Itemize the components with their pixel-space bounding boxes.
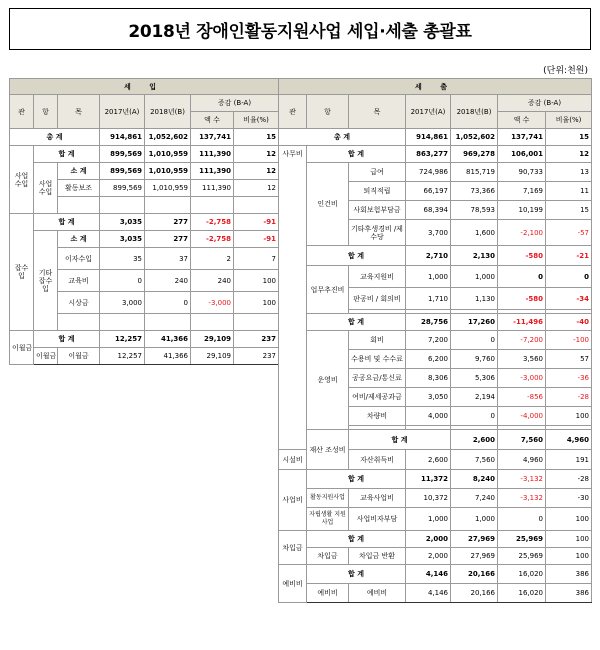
hang-cell: 기타잡수입: [34, 231, 58, 331]
table-row: 이월금 이월금 12,257 41,366 29,109 237: [10, 348, 279, 365]
hang-cell: 인건비: [307, 163, 349, 246]
gwan-cell: 잡수입: [10, 214, 34, 331]
income-section-header: 세 입: [10, 79, 279, 95]
col-change: 증감 (B-A): [498, 95, 592, 112]
col-ratio: 비율(%): [234, 112, 279, 129]
col-2018: 2018년(B): [145, 95, 191, 129]
table-row: 인건비 급여 724,986 815,719 90,733 13: [279, 163, 592, 182]
table-row: 사업수입 소 계 899,569 1,010,959 111,390 12: [10, 163, 279, 180]
table-row: 업무추진비 교육지원비 1,000 1,000 0 0: [279, 266, 592, 288]
col-mok: 목: [349, 95, 406, 129]
expense-section-header: 세 출: [279, 79, 592, 95]
table-row: 예비비 예비비 4,146 20,166 16,020 386: [279, 584, 592, 603]
table-row: 사업수입 합 계 899,569 1,010,959 111,390 12: [10, 146, 279, 163]
table-row: 사회보험부담금 68,394 78,593 10,199 15: [279, 201, 592, 220]
table-row: 시상금 3,000 0 -3,000 100: [10, 292, 279, 314]
col-gwan: 관: [10, 95, 34, 129]
col-hang: 항: [34, 95, 58, 129]
table-row: 차입금 합 계 2,000 27,969 25,969 100: [279, 531, 592, 548]
expense-table: [278, 78, 592, 603]
table-row: 기타잡수입 소 계 3,035 277 -2,758 -91: [10, 231, 279, 248]
table-row: 사업비 합 계 11,372 8,240 -3,132 -28: [279, 470, 592, 489]
gwan-cell: 사업비: [279, 470, 307, 531]
title-text: 2018년 장애인활동지원사업 세입·세출 총괄표: [128, 21, 472, 42]
gwan-cell: 사무비: [279, 146, 307, 450]
table-row: 차입금 차입금 반환 2,000 27,969 25,969 100: [279, 548, 592, 565]
table-row: 기타후생경비 /제수당 3,700 1,600 -2,100 -57: [279, 220, 592, 246]
expense-total-row: 총 계 914,861 1,052,602 137,741 15: [279, 129, 592, 146]
table-row: 차량비 4,000 0 -4,000 100: [279, 407, 592, 426]
table-row: 이자수입 35 37 2 7: [10, 248, 279, 270]
income-table: [9, 78, 279, 365]
col-amount: 액 수: [191, 112, 234, 129]
table-row: 활동지원사업 교육사업비 10,372 7,240 -3,132 -30: [279, 489, 592, 508]
table-row: 판공비 / 회의비 1,710 1,130 -580 -34: [279, 288, 592, 310]
gwan-cell: 차입금: [279, 531, 307, 565]
col-change: 증감 (B-A): [191, 95, 279, 112]
col-2017: 2017년(A): [100, 95, 145, 129]
col-amount: 액 수: [498, 112, 546, 129]
table-row: 잡수입 합 계 3,035 277 -2,758 -91: [10, 214, 279, 231]
hang-cell: 운영비: [307, 331, 349, 430]
table-row: 합 계 2,710 2,130 -580 -21: [279, 246, 592, 266]
gwan-cell: 사업수입: [10, 146, 34, 214]
hang-cell: 업무추진비: [307, 266, 349, 314]
col-gwan: 관: [279, 95, 307, 129]
table-row: 시설비 자산취득비 2,600 7,560 4,960 191: [279, 450, 592, 470]
table-row: 퇴직적립 66,197 73,366 7,169 11: [279, 182, 592, 201]
table-row: 재산 조성비 합 계 2,600 7,560 4,960: [279, 430, 592, 450]
table-row: 교육비 0 240 240 100: [10, 270, 279, 292]
gwan-cell: 이월금: [10, 331, 34, 365]
table-row: 자립생활 지원사업 사업비자부담 1,000 1,000 0 100: [279, 508, 592, 531]
table-row: 이월금 합 계 12,257 41,366 29,109 237: [10, 331, 279, 348]
document-title: [9, 8, 591, 50]
gwan-cell: 예비비: [279, 565, 307, 603]
table-row: 활동보조 899,569 1,010,959 111,390 12: [10, 180, 279, 197]
col-2017: 2017년(A): [406, 95, 451, 129]
col-2018: 2018년(B): [451, 95, 498, 129]
table-row: 수용비 및 수수료 6,200 9,760 3,560 57: [279, 350, 592, 369]
income-total-row: 총 계 914,861 1,052,602 137,741 15: [10, 129, 279, 146]
col-ratio: 비율(%): [546, 112, 592, 129]
unit-label: (단위:천원): [543, 66, 588, 76]
gwan-cell: 재산 조성비: [307, 430, 349, 470]
table-row: 예비비 합 계 4,146 20,166 16,020 386: [279, 565, 592, 584]
table-row: 공공요금/통신료 8,306 5,306 -3,000 -36: [279, 369, 592, 388]
table-row: 운영비 회비 7,200 0 -7,200 -100: [279, 331, 592, 350]
col-mok: 목: [58, 95, 100, 129]
col-hang: 항: [307, 95, 349, 129]
table-row: 여비/제세공과금 3,050 2,194 -856 -28: [279, 388, 592, 407]
hang-cell: 사업수입: [34, 163, 58, 214]
table-row: 사무비 합 계 863,277 969,278 106,001 12: [279, 146, 592, 163]
table-row: 합 계 28,756 17,260 -11,496 -40: [279, 314, 592, 331]
